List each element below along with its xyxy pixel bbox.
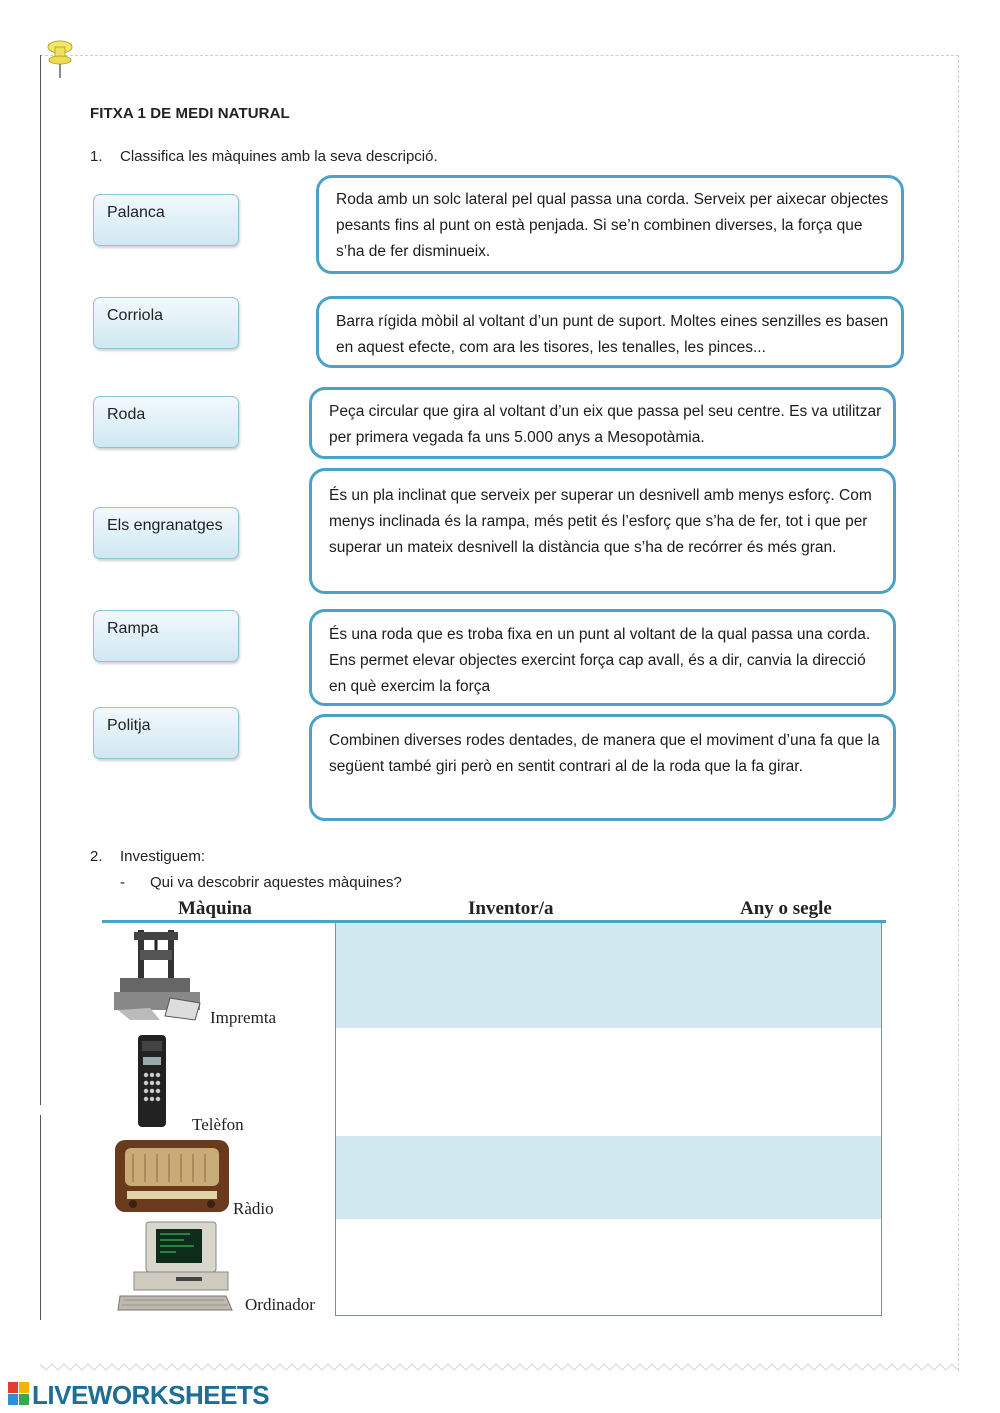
term-box[interactable]: Politja: [93, 707, 239, 759]
table-header-inventor: Inventor/a: [468, 898, 554, 919]
question-text: Investiguem:: [120, 848, 206, 865]
bullet: -: [120, 874, 125, 891]
worksheet-title: FITXA 1 DE MEDI NATURAL: [90, 105, 290, 122]
question-2-sub: [120, 874, 402, 891]
machine-label: Ordinador: [245, 1295, 315, 1314]
question-2: [90, 848, 205, 865]
machine-label: Telèfon: [192, 1115, 244, 1134]
description-box[interactable]: Barra rígida mòbil al voltant d’un punt de suport. Moltes eines senzilles es basen en aquest efecte, com ara les tisores, les tenalles, les pinces...: [316, 296, 904, 368]
phone-icon: [132, 1033, 172, 1128]
term-box[interactable]: Corriola: [93, 297, 239, 349]
radio-icon: [113, 1136, 231, 1216]
term-box[interactable]: Palanca: [93, 194, 239, 246]
description-box[interactable]: Roda amb un solc lateral pel qual passa una corda. Serveix per aixecar objectes pesants fins al punt on està penjada. Si se’n combinen diverses, la força que s’ha de fer disminueix.: [316, 175, 904, 274]
page-edge-zigzag: [40, 1360, 958, 1372]
answer-table: [335, 923, 882, 1316]
question-text: Classifica les màquines amb la seva descripció.: [120, 148, 438, 165]
description-box[interactable]: Combinen diverses rodes dentades, de manera que el moviment d’una fa que la següent també giri però en sentit contrari al de la roda que la fa girar.: [309, 714, 896, 821]
term-box[interactable]: Els engranatges: [93, 507, 239, 559]
description-box[interactable]: És un pla inclinat que serveix per superar un desnivell amb menys esforç. Com menys inclinada és la rampa, més petit és l’esforç que s’ha de fer, tot i que per superar un mateix desnivell la distància que s’ha de recórrer és més gran.: [309, 468, 896, 594]
liveworksheets-brand[interactable]: LIVEWORKSHEETS: [32, 1380, 270, 1410]
computer-icon: [116, 1220, 236, 1312]
pushpin-icon: [44, 38, 76, 80]
liveworksheets-logo-icon: [8, 1380, 30, 1408]
term-box[interactable]: Rampa: [93, 610, 239, 662]
machine-label: Ràdio: [233, 1199, 274, 1218]
question-1: [90, 148, 438, 165]
printing-press-icon: [110, 928, 205, 1023]
term-box[interactable]: Roda: [93, 396, 239, 448]
table-header-machine: Màquina: [178, 898, 252, 919]
table-header-year: Any o segle: [740, 898, 832, 919]
question-number: 2.: [90, 848, 103, 865]
machine-label: Impremta: [210, 1008, 277, 1027]
left-margin-rule: [40, 1115, 41, 1320]
question-subtext: Qui va descobrir aquestes màquines?: [150, 874, 402, 891]
description-box[interactable]: És una roda que es troba fixa en un punt al voltant de la qual passa una corda. Ens permet elevar objectes exercint força cap avall, és a dir, canvia la direcció en què exercim la força: [309, 609, 896, 706]
question-number: 1.: [90, 148, 103, 165]
left-margin-rule: [40, 55, 41, 1105]
description-box[interactable]: Peça circular que gira al voltant d’un eix que passa pel seu centre. Es va utilitzar per primera vegada fa uns 5.000 anys a Mesopotàmia.: [309, 387, 896, 459]
